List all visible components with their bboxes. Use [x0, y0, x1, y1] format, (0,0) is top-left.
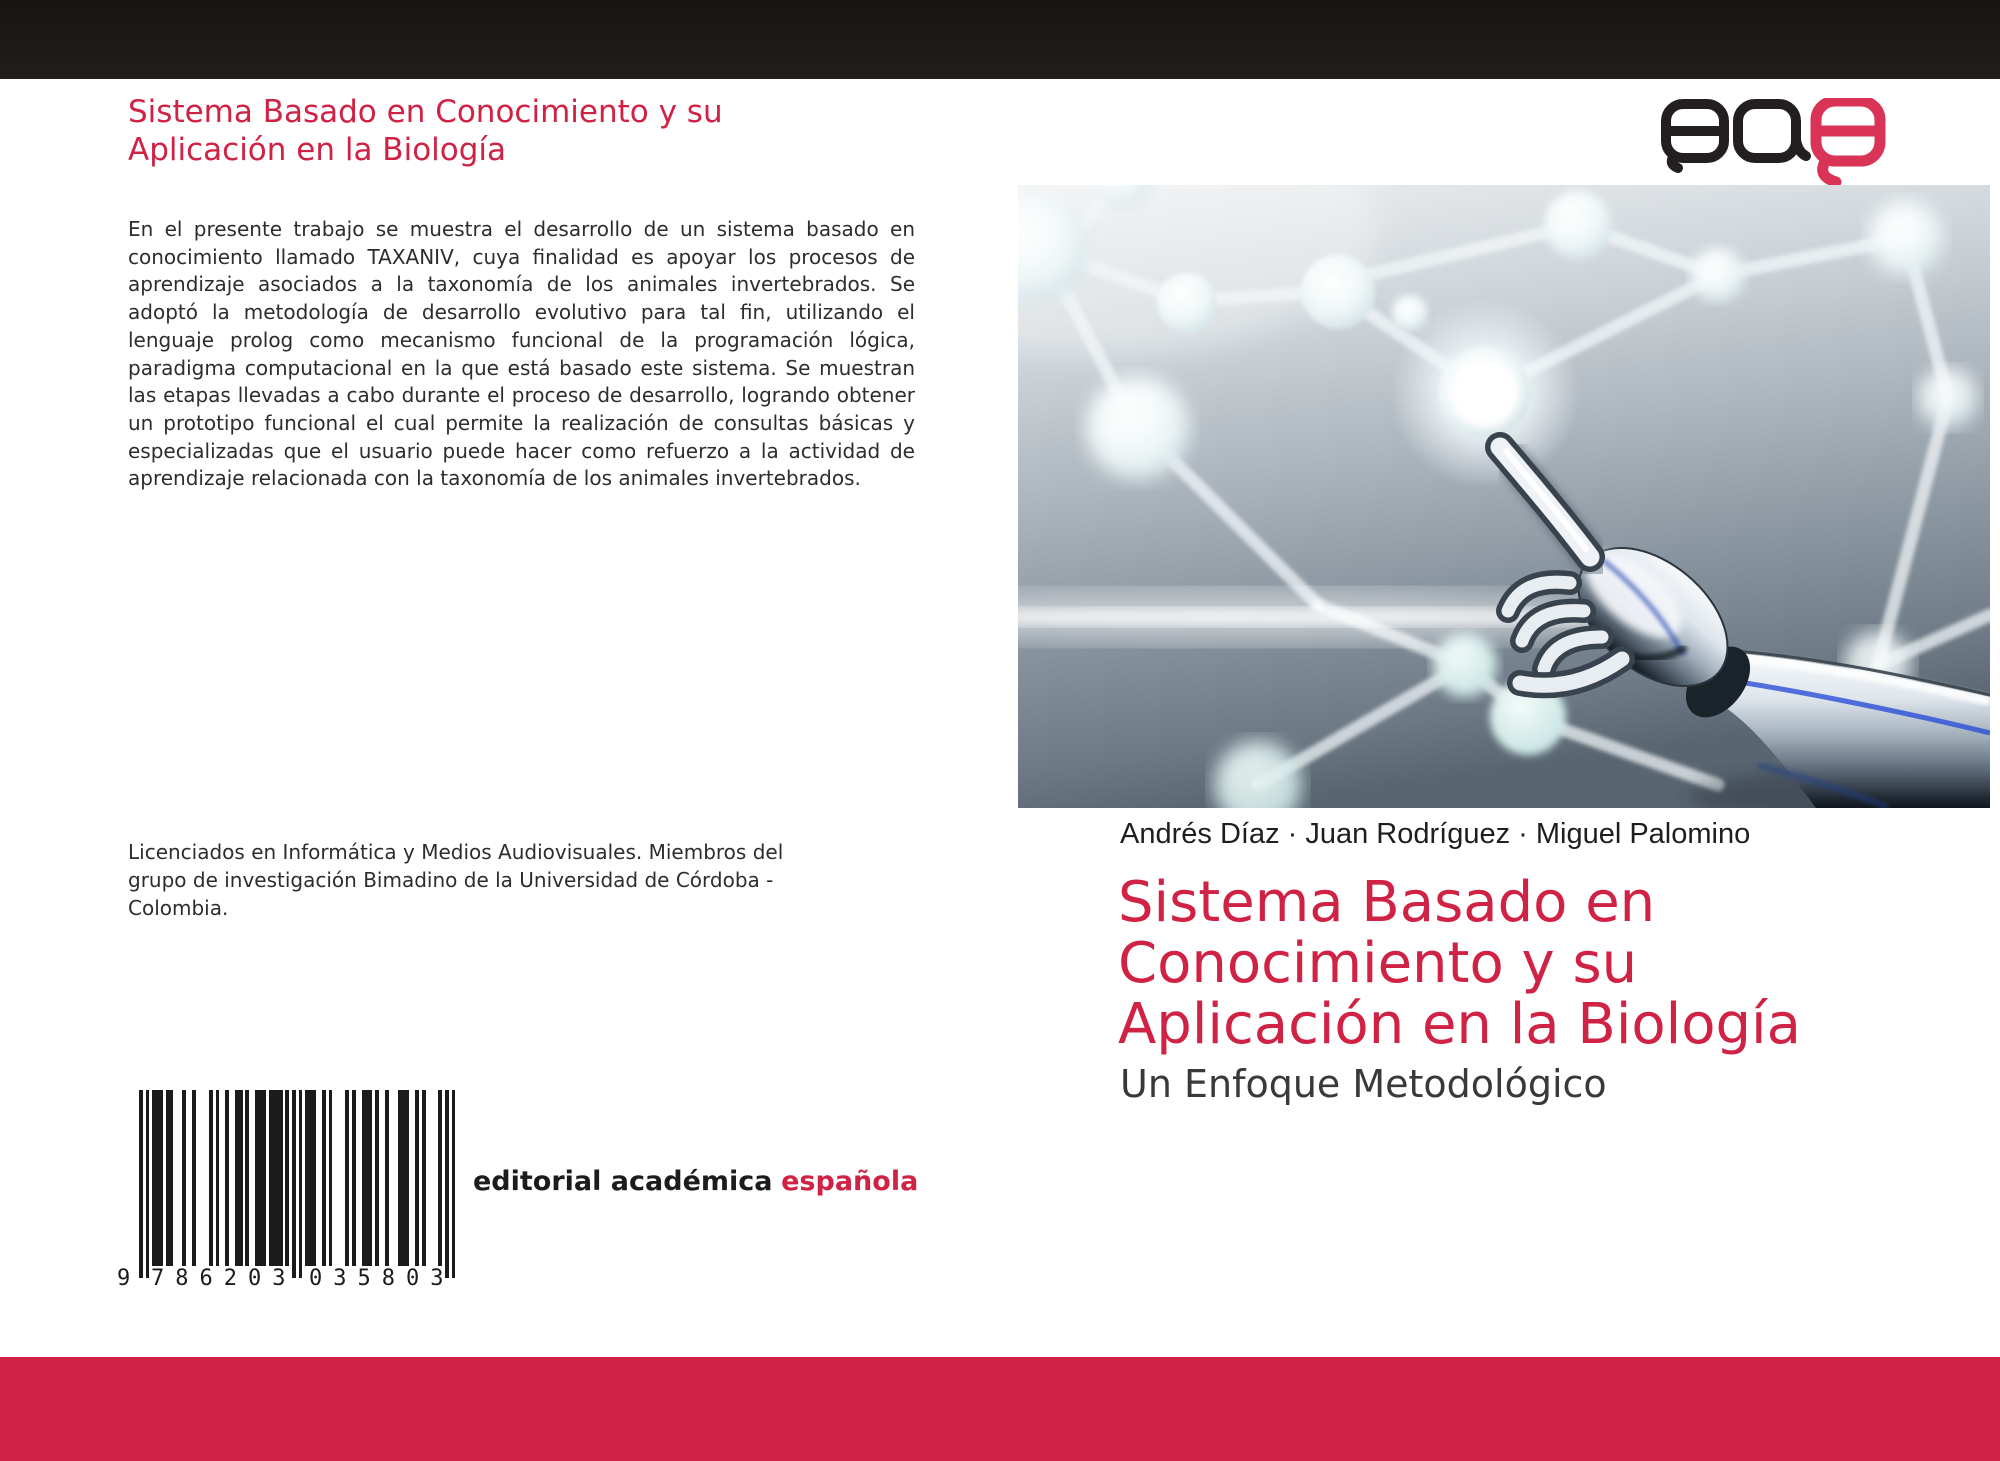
publisher-name-black: editorial académica — [473, 1166, 773, 1197]
logo-letter-e1 — [1666, 104, 1724, 168]
cover-photo — [1018, 185, 1990, 808]
barcode-bar — [169, 1090, 173, 1266]
bottom-red-bar — [0, 1357, 2000, 1461]
back-title-line-1: Sistema Basado en Conocimiento y su — [128, 94, 723, 130]
barcode-bar — [262, 1090, 266, 1266]
back-title-line-2: Aplicación en la Biología — [128, 131, 507, 168]
barcode-bar — [192, 1090, 196, 1266]
barcode-bars — [139, 1090, 455, 1280]
barcode-bar — [285, 1090, 289, 1266]
barcode-bar — [385, 1090, 389, 1266]
barcode-bar — [415, 1090, 419, 1266]
publisher-name-red: española — [781, 1166, 919, 1197]
author-bio: Licenciados en Informática y Medios Audiovisuales. Miembros del grupo de investigación Bimadino de la Universidad de Córdoba - Colombia. — [128, 840, 784, 920]
barcode-bar — [452, 1090, 456, 1278]
back-cover-abstract: En el presente trabajo se muestra el desarrollo de un sistema basado en conocimiento llamado TAXANIV, cuya finalidad es apoyar los procesos de aprendizaje asociados a la taxonomía de los animales invertebrados. Se adoptó la metodología de desarrollo evolutivo para tal fin, utilizando el lenguaje prolog como mecanismo funcional de la programación lógica, paradigma computacional en la que está basado este sistema. Se muestran las etapas llevadas a cabo durante el proceso de desarrollo, logrando obtener un prototipo funcional el cual permite la realización de consultas básicas y especializadas que el usuario puede hacer como refuerzo a la actividad de aprendizaje relacionada con la taxonomía de los animales invertebrados. — [128, 217, 915, 491]
barcode-bar — [279, 1090, 283, 1266]
barcode-bar — [245, 1090, 249, 1266]
front-cover-subtitle: Un Enfoque Metodológico — [1120, 1062, 1607, 1106]
barcode-bar — [422, 1090, 426, 1266]
barcode-bar — [139, 1090, 143, 1278]
barcode-digits-group1: 786203 — [151, 1266, 297, 1291]
isbn-barcode — [117, 1090, 455, 1300]
logo-letter-e2 — [1816, 101, 1880, 182]
logo-letter-a — [1738, 104, 1806, 158]
barcode-bar — [292, 1090, 296, 1278]
front-cover-title — [1118, 872, 1978, 1055]
front-title-line-3: Aplicación en la Biología — [1118, 992, 1801, 1057]
barcode-bar — [445, 1090, 449, 1278]
front-title-line-2: Conocimiento y su — [1118, 931, 1638, 996]
barcode-bar — [369, 1090, 373, 1266]
barcode-bar — [405, 1090, 409, 1266]
barcode-bar — [322, 1090, 326, 1266]
publisher-name-back — [473, 1166, 918, 1197]
barcode-bar — [216, 1090, 220, 1266]
barcode-bar — [182, 1090, 186, 1266]
barcode-bar — [375, 1090, 379, 1266]
barcode-bar — [329, 1090, 333, 1266]
barcode-bar — [345, 1090, 349, 1266]
molecule-robot-hand-illustration — [1018, 185, 1990, 808]
barcode-bar — [159, 1090, 163, 1266]
barcode-bar — [209, 1090, 213, 1266]
barcode-bar — [239, 1090, 243, 1266]
barcode-bar — [146, 1090, 150, 1278]
barcode-bar — [225, 1090, 229, 1266]
barcode-bar — [438, 1090, 442, 1266]
barcode-digits-group2: 035803 — [309, 1266, 455, 1291]
back-cover-title — [128, 94, 908, 169]
barcode-bar — [299, 1090, 303, 1278]
barcode-bar — [352, 1090, 356, 1266]
eae-logo-glyphs — [1660, 98, 1892, 190]
barcode-digit-first: 9 — [117, 1266, 131, 1291]
front-title-line-1: Sistema Basado en — [1118, 870, 1656, 935]
top-dark-bar — [0, 0, 2000, 79]
glowing-node — [1390, 298, 1580, 488]
front-cover-authors: Andrés Díaz · Juan Rodríguez · Miguel Palomino — [1120, 818, 1751, 850]
barcode-bar — [312, 1090, 316, 1266]
